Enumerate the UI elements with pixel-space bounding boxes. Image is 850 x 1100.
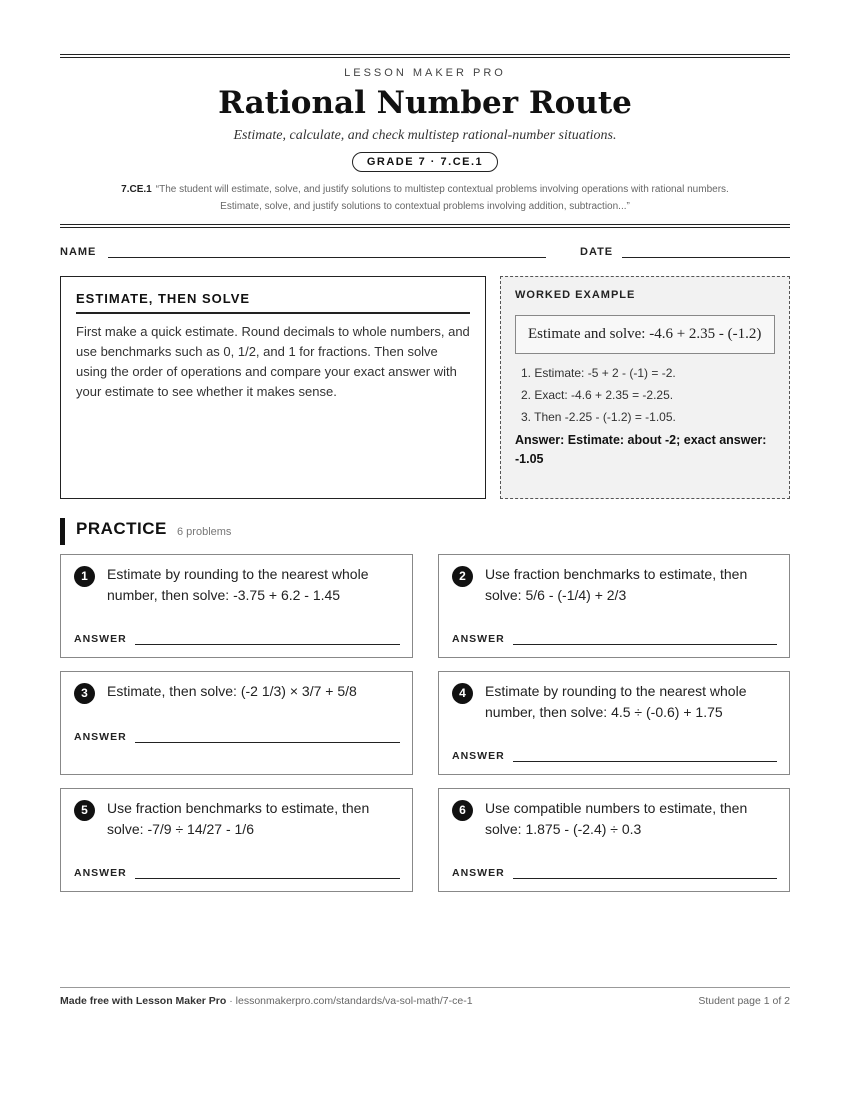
answer-label: ANSWER xyxy=(74,867,127,879)
answer-label: ANSWER xyxy=(452,867,505,879)
problem-number-badge: 6 xyxy=(452,800,473,821)
standard-text xyxy=(60,181,790,215)
footer-url[interactable]: · lessonmakerpro.com/standards/va-sol-math/7-ce-1 xyxy=(226,995,473,1007)
instructions-body: First make a quick estimate. Round decimals to whole numbers, and use benchmarks such as 0, 1/2, and 1 for fractions. Then solve using the order of operations and compare your exact answer with your estimate to see whether it makes sense. xyxy=(76,324,470,399)
answer-field[interactable] xyxy=(135,644,400,645)
worked-step-1: 1. Estimate: -5 + 2 - (-1) = -2. xyxy=(521,366,676,380)
problem-text: Estimate by rounding to the nearest whole number, then solve: 4.5 ÷ (-0.6) + 1.75 xyxy=(485,683,747,720)
worked-example-problem: Estimate and solve: -4.6 + 2.35 - (-1.2) xyxy=(515,315,775,354)
date-label: DATE xyxy=(580,246,614,258)
problem-text: Use compatible numbers to estimate, then solve: 1.875 - (-2.4) ÷ 0.3 xyxy=(485,800,748,837)
grade-badge-wrap xyxy=(60,152,790,172)
answer-label: ANSWER xyxy=(74,731,127,743)
problem-card-6 xyxy=(438,788,790,892)
problem-card-3 xyxy=(60,671,413,775)
worked-step-3: 3. Then -2.25 - (-1.2) = -1.05. xyxy=(521,410,676,424)
top-double-rule xyxy=(60,54,790,58)
footer-rule xyxy=(60,987,790,988)
worksheet-page xyxy=(60,0,790,1100)
standard-line-1 xyxy=(60,181,790,198)
page-title: Rational Number Route xyxy=(218,85,632,121)
problem-card-1 xyxy=(60,554,413,658)
practice-title: PRACTICE xyxy=(76,519,167,538)
problem-text: Use fraction benchmarks to estimate, then solve: -7/9 ÷ 14/27 - 1/6 xyxy=(107,800,370,837)
page-subtitle: Estimate, calculate, and check multistep rational-number situations. xyxy=(233,128,617,143)
worked-example-panel xyxy=(500,276,790,499)
problem-card-4 xyxy=(438,671,790,775)
worked-example-heading: WORKED EXAMPLE xyxy=(515,289,636,301)
header-bottom-double-rule xyxy=(60,224,790,228)
answer-field[interactable] xyxy=(135,878,400,879)
answer-label: ANSWER xyxy=(452,750,505,762)
standard-quote-part1: “The student will estimate, solve, and justify solutions to multistep contextual problems involving operations with rational numbers. xyxy=(155,184,729,195)
footer-page-number: Student page 1 of 2 xyxy=(698,995,790,1007)
problem-text: Estimate by rounding to the nearest whole number, then solve: -3.75 + 6.2 - 1.45 xyxy=(107,566,369,603)
practice-accent-bar xyxy=(60,518,65,545)
worked-step-2: 2. Exact: -4.6 + 2.35 = -2.25. xyxy=(521,388,674,402)
answer-field[interactable] xyxy=(135,742,400,743)
answer-field[interactable] xyxy=(513,878,777,879)
answer-label: ANSWER xyxy=(452,633,505,645)
grade-badge: GRADE 7 · 7.CE.1 xyxy=(352,152,498,172)
problem-text: Use fraction benchmarks to estimate, then solve: 5/6 - (-1/4) + 2/3 xyxy=(485,566,748,603)
problem-card-5 xyxy=(60,788,413,892)
problem-number-badge: 4 xyxy=(452,683,473,704)
standard-code: 7.CE.1 xyxy=(121,184,152,195)
answer-field[interactable] xyxy=(513,761,777,762)
standard-line-2: Estimate, solve, and justify solutions to contextual problems involving addition, subtraction...” xyxy=(220,201,630,212)
brand-label: LESSON MAKER PRO xyxy=(344,67,506,79)
answer-field[interactable] xyxy=(513,644,777,645)
problem-number-badge: 2 xyxy=(452,566,473,587)
worked-example-steps xyxy=(515,362,775,428)
problem-number-badge: 1 xyxy=(74,566,95,587)
footer-made-with: Made free with Lesson Maker Pro xyxy=(60,995,227,1007)
instructions-panel xyxy=(60,276,486,499)
problem-card-2 xyxy=(438,554,790,658)
name-field[interactable] xyxy=(108,257,546,258)
worked-example-answer: Answer: Estimate: about -2; exact answer: -1.05 xyxy=(515,433,767,466)
name-label: NAME xyxy=(60,246,97,258)
footer-credit xyxy=(60,995,473,1007)
instructions-heading: ESTIMATE, THEN SOLVE xyxy=(76,291,470,314)
problem-number-badge: 5 xyxy=(74,800,95,821)
practice-count: 6 problems xyxy=(177,526,232,538)
problem-text: Estimate, then solve: (-2 1/3) × 3/7 + 5/8 xyxy=(107,683,357,699)
date-field[interactable] xyxy=(622,257,790,258)
answer-label: ANSWER xyxy=(74,633,127,645)
problem-number-badge: 3 xyxy=(74,683,95,704)
